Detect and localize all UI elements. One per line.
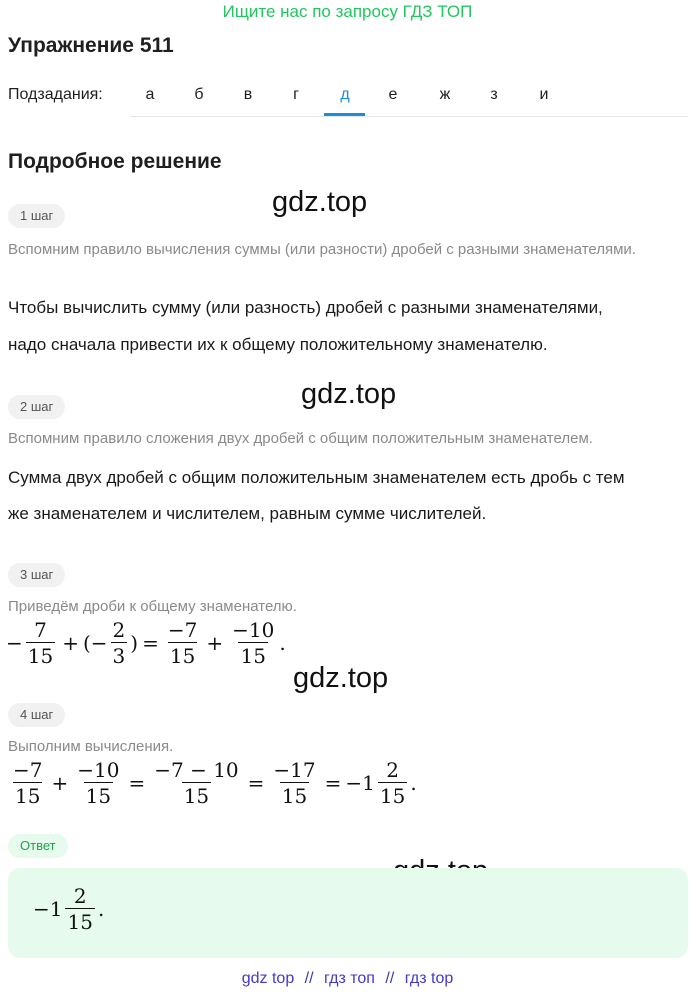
watermark: gdz.top xyxy=(301,378,397,410)
denominator: 15 xyxy=(281,784,308,808)
denominator: 15 xyxy=(85,784,112,808)
tab-zh[interactable]: ж xyxy=(439,86,451,103)
fraction xyxy=(230,620,276,666)
math-period: . xyxy=(410,771,417,795)
answer-box xyxy=(8,868,688,958)
step-badge: 1 шаг xyxy=(8,204,65,228)
denominator: 15 xyxy=(67,910,93,934)
numerator: −7 − 10 xyxy=(154,758,239,782)
math-equals: = xyxy=(128,771,146,795)
denominator: 15 xyxy=(379,784,406,808)
tab-v[interactable]: в xyxy=(243,86,253,103)
math-equals: = xyxy=(247,771,265,795)
numerator: 2 xyxy=(386,758,399,782)
fraction xyxy=(166,620,199,666)
subtasks-label: Подзадания: xyxy=(8,86,103,103)
search-banner: Ищите нас по запросу ГДЗ ТОП xyxy=(222,2,473,21)
fraction xyxy=(111,620,128,666)
footer-links xyxy=(0,970,695,988)
footer-separator: // xyxy=(304,970,314,987)
answer-badge: Ответ xyxy=(8,834,68,858)
tab-b[interactable]: б xyxy=(194,86,204,103)
step-badge: 4 шаг xyxy=(8,703,65,727)
active-tab-indicator xyxy=(324,113,365,116)
step-text: же знаменателем и числителем, равным сумме числителей. xyxy=(8,504,487,523)
step-text: надо сначала привести их к общему положительному знаменателю. xyxy=(8,335,548,354)
numerator: −7 xyxy=(167,618,198,642)
step-text: Сумма двух дробей с общим положительным знаменателем есть дробь с тем xyxy=(8,468,625,487)
denominator: 15 xyxy=(169,644,196,668)
tab-i[interactable]: и xyxy=(539,86,549,103)
denominator: 15 xyxy=(15,784,41,808)
step-hint: Выполним вычисления. xyxy=(8,738,174,755)
denominator: 15 xyxy=(240,644,266,668)
math-paren: ) xyxy=(130,631,139,655)
step-hint: Вспомним правило вычисления суммы (или разности) дробей с разными знаменателями. xyxy=(8,241,636,258)
fraction xyxy=(75,760,121,806)
fraction xyxy=(378,760,407,806)
mixed-whole: −1 xyxy=(33,897,63,921)
footer-link[interactable]: гдз top xyxy=(404,970,454,987)
watermark: gdz.top xyxy=(272,186,368,218)
footer-link[interactable]: гдз топ xyxy=(324,970,375,987)
fraction xyxy=(26,620,55,666)
denominator: 15 xyxy=(27,644,54,668)
math-plus: + xyxy=(51,771,69,795)
numerator: −17 xyxy=(273,758,316,782)
math-period: . xyxy=(279,631,286,655)
page-title: Упражнение 511 xyxy=(8,34,174,57)
math-minus: − xyxy=(6,631,23,655)
mixed-whole: −1 xyxy=(345,771,375,795)
answer-value xyxy=(33,886,104,932)
math-equals: = xyxy=(324,771,342,795)
step-badge: 2 шаг xyxy=(8,395,65,419)
numerator: 2 xyxy=(112,618,126,642)
fraction xyxy=(152,760,240,806)
step-text: Чтобы вычислить сумму (или разность) дробей с разными знаменателями, xyxy=(8,298,603,317)
math-equals: = xyxy=(142,631,159,655)
math-plus: + xyxy=(206,631,224,655)
tab-g[interactable]: г xyxy=(293,86,299,103)
step-hint: Приведём дроби к общему знаменателю. xyxy=(8,598,297,615)
numerator: 2 xyxy=(73,884,87,908)
numerator: −10 xyxy=(232,618,275,642)
solution-heading: Подробное решение xyxy=(8,150,222,173)
footer-link[interactable]: gdz top xyxy=(241,970,295,987)
tab-e[interactable]: е xyxy=(388,86,398,103)
fraction xyxy=(11,760,44,806)
tab-z[interactable]: з xyxy=(490,86,498,103)
footer-separator: // xyxy=(385,970,395,987)
denominator: 15 xyxy=(183,784,210,808)
watermark: gdz.top xyxy=(293,662,389,694)
step-hint: Вспомним правило сложения двух дробей с общим положительным знаменателем. xyxy=(8,430,593,447)
math-plus: + xyxy=(62,631,79,655)
numerator: −10 xyxy=(77,758,120,782)
math-paren: (− xyxy=(82,631,108,655)
numerator: 7 xyxy=(34,618,47,642)
equation-step4 xyxy=(8,760,417,806)
equation-step3 xyxy=(6,620,286,666)
fraction xyxy=(271,760,317,806)
numerator: −7 xyxy=(13,758,43,782)
tab-a[interactable]: а xyxy=(145,86,155,103)
fraction xyxy=(65,886,94,932)
tab-d[interactable]: д xyxy=(340,86,350,103)
math-period: . xyxy=(97,897,105,921)
subtask-tabs xyxy=(130,76,688,117)
denominator: 3 xyxy=(112,644,126,668)
step-badge: 3 шаг xyxy=(8,563,65,587)
